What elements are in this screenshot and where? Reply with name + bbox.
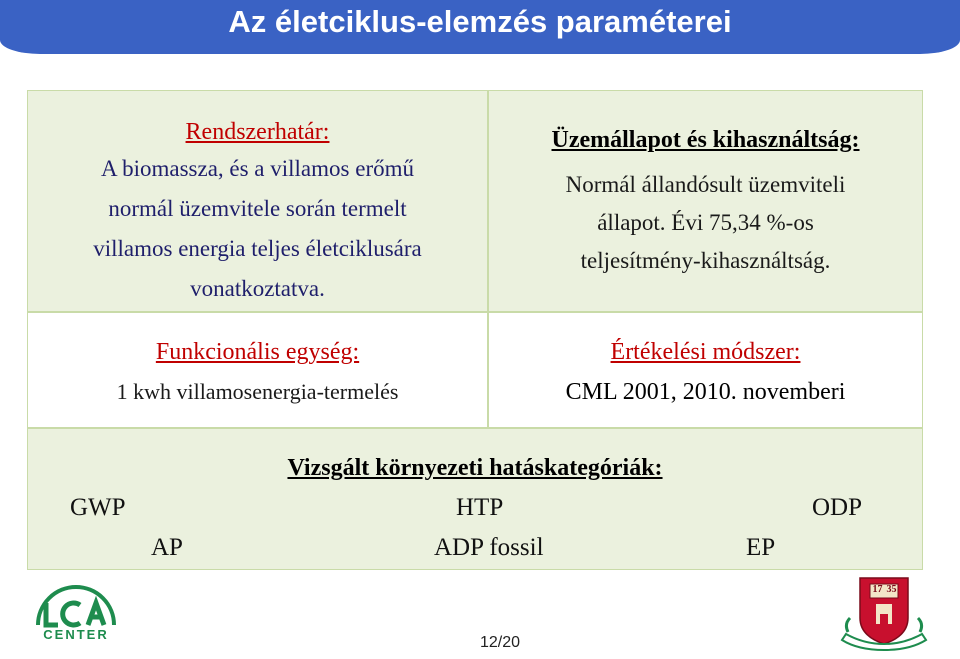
- operation-heading: Üzemállapot és kihasználtság:: [551, 127, 860, 153]
- impact-category-adp-fossil: ADP fossil: [434, 534, 544, 561]
- system-boundary-line-3: villamos energia teljes életciklusára: [93, 236, 422, 261]
- functional-unit-text: 1 kwh villamosenergia-termelés: [116, 379, 399, 404]
- functional-unit-cell: [27, 312, 488, 428]
- method-cell: [488, 312, 923, 428]
- operation-cell: [488, 90, 923, 312]
- system-boundary-cell: [27, 90, 488, 312]
- system-boundary-line-1: A biomassza, és a villamos erőmű: [101, 156, 414, 181]
- impact-category-htp: HTP: [456, 494, 504, 521]
- impact-category-odp: ODP: [812, 494, 863, 521]
- operation-line-3: teljesítmény-kihasználtság.: [580, 248, 831, 273]
- system-boundary-heading: Rendszerhatár:: [185, 119, 330, 145]
- system-boundary-line-4: vonatkoztatva.: [190, 276, 325, 301]
- operation-line-2: állapot. Évi 75,34 %-os: [597, 210, 814, 235]
- lca-center-logo: [28, 575, 124, 647]
- lca-logo-text: CENTER: [43, 627, 109, 642]
- impact-heading: Vizsgált környezeti hatáskategóriák:: [287, 455, 663, 481]
- page-number: 12/20: [479, 634, 521, 651]
- impact-category-ap: AP: [151, 534, 183, 561]
- functional-unit-heading: Funkcionális egység:: [155, 339, 360, 365]
- operation-line-1: Normál állandósult üzemviteli: [565, 172, 846, 197]
- impact-category-gwp: GWP: [70, 494, 126, 521]
- crest-year-left: 17: [872, 584, 883, 595]
- impact-categories-cell: [27, 428, 923, 570]
- crest-year-right: 35: [886, 584, 897, 595]
- method-text: CML 2001, 2010. novemberi: [565, 379, 846, 405]
- university-crest-logo: [838, 574, 930, 654]
- method-heading: Értékelési módszer:: [610, 339, 801, 365]
- crest-icon: [838, 574, 930, 654]
- impact-category-ep: EP: [746, 534, 776, 561]
- slide-title: Az életciklus-elemzés paraméterei: [228, 4, 732, 39]
- system-boundary-line-2: normál üzemvitele során termelt: [108, 196, 407, 221]
